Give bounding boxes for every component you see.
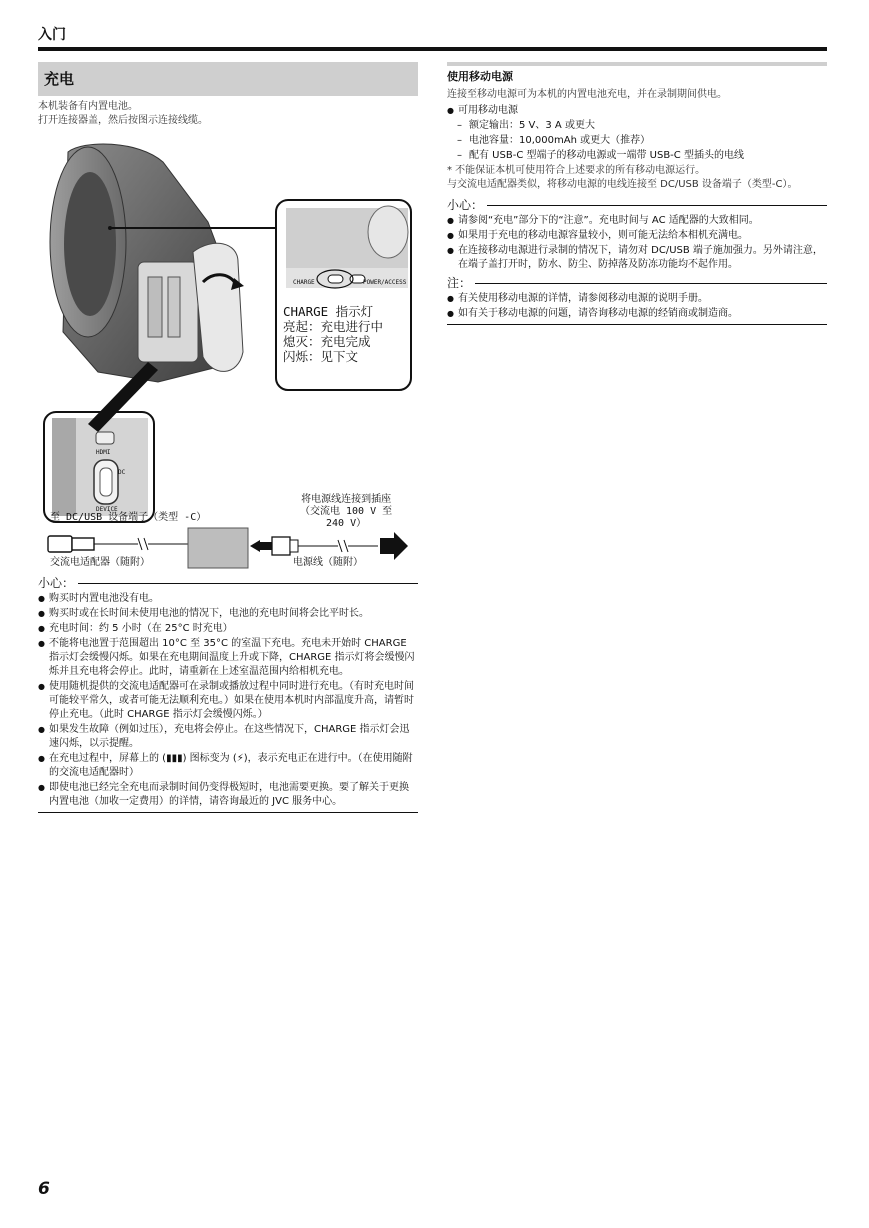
- caution-list: [38, 592, 418, 809]
- cord-label: 电源线（随附）: [293, 557, 363, 568]
- note-item: ● 如有关于移动电源的问题，请咨询移动电源的经销商或制造商。: [447, 307, 827, 321]
- outlet-label: 将电源线连接到插座 （交流电 100 V 至 240 V）: [300, 494, 393, 529]
- header-rule: [38, 47, 827, 51]
- caution-header: [38, 576, 418, 590]
- charge-legend-line-4: 闪烁：见下文: [283, 349, 359, 364]
- footnote-2: 与交流电适配器类似，将移动电源的电线连接至 DC/USB 设备端子（类型-C）。: [447, 179, 798, 190]
- charging-diagram: [38, 132, 418, 572]
- hdmi-label: HDMI: [96, 449, 111, 456]
- note-label: 注：: [447, 276, 472, 290]
- charge-small-label: CHARGE: [293, 279, 315, 286]
- right-caution-item: ● 如果用于充电的移动电源容量较小，则可能无法给本相机充满电。: [447, 229, 827, 243]
- right-caution-item: ● 请参阅“充电”部分下的“注意”。充电时间与 AC 适配器的大致相同。: [447, 214, 827, 228]
- caution-item: ● 在充电过程中，屏幕上的 (▮▮▮) 图标变为 (⚡)，表示充电正在进行中。（在使用随附的交流电适配器时）: [38, 752, 418, 780]
- section-end-rule: [38, 812, 418, 813]
- caution-item: ● 即使电池已经完全充电而录制时间仍变得极短时，电池需要更换。要了解关于更换内置电池（加收一定费用）的详情，请咨询最近的 JVC 服务中心。: [38, 781, 418, 809]
- right-caution-item: ● 在连接移动电源进行录制的情况下，请勿对 DC/USB 端子施加强力。另外请注意，在端子盖打开时，防水、防尘、防掉落及防冻功能均不起作用。: [447, 244, 827, 272]
- right-top-rule: [447, 62, 827, 66]
- caution-item: ● 使用随机提供的交流电适配器可在录制或播放过程中同时进行充电。（有时充电时间可能较平常久，或者可能无法顺利充电。）如果在使用本机时内部温度升高，请暂时停止充电。（此时 CHARGE 指示灯会缓慢闪烁。）: [38, 680, 418, 722]
- power-small-label: POWER/ACCESS: [363, 279, 407, 286]
- note-item: ● 有关使用移动电源的详情，请参阅移动电源的说明手册。: [447, 292, 827, 306]
- page-number: 6: [38, 1179, 50, 1199]
- note-header: [447, 276, 827, 290]
- charge-legend-line-3: 熄灭：充电完成: [283, 334, 371, 349]
- charge-legend-line-1: CHARGE 指示灯: [283, 304, 374, 319]
- charging-intro: [38, 100, 418, 128]
- caution-label: 小心：: [38, 576, 75, 590]
- spec-item: – 配有 USB-C 型端子的移动电源或一端带 USB-C 型插头的电线: [457, 149, 827, 163]
- caution-item: ● 购买时内置电池没有电。: [38, 592, 418, 606]
- charging-section: [38, 62, 418, 813]
- header-title: 入门: [38, 27, 66, 43]
- right-caution-header: [447, 198, 827, 212]
- caution-item: ● 充电时间：约 5 小时（在 25°C 时充电）: [38, 622, 418, 636]
- right-end-rule: [447, 324, 827, 325]
- charge-legend-line-2: 亮起：充电进行中: [283, 319, 384, 334]
- caution-item: ● 如果发生故障（例如过压），充电将会停止。在这些情况下，CHARGE 指示灯会迅速闪烁，以示提醒。: [38, 723, 418, 751]
- spec-item: – 额定输出：5 V、3 A 或更大: [457, 119, 827, 133]
- spec-list: [447, 119, 827, 163]
- intro-line-1: 本机装备有内置电池。: [38, 101, 138, 112]
- right-caution-list: [447, 214, 827, 272]
- page-header: [38, 26, 827, 51]
- dc-label: DC: [118, 469, 126, 476]
- right-caution-label: 小心：: [447, 198, 484, 212]
- usable-list: [447, 104, 827, 118]
- adapter-label: 交流电适配器（随附）: [50, 557, 150, 568]
- terminal-label: 至 DC/USB 设备端子（类型 -C）: [50, 512, 207, 523]
- caution-rule: [78, 583, 418, 584]
- caution-item: ● 不能将电池置于范围超出 10°C 至 35°C 的室温下充电。充电未开始时 CHARGE 指示灯会缓慢闪烁。如果在充电期间温度上升或下降，CHARGE 指示灯将会缓慢闪烁并且充电将会停止。此时，请重新在上述室温范围内给相机充电。: [38, 637, 418, 679]
- caution-item: ● 购买时或在长时间未使用电池的情况下，电池的充电时间将会比平时长。: [38, 607, 418, 621]
- charge-indicator-legend: [283, 304, 383, 364]
- note-list: [447, 292, 827, 321]
- section-title-charging: 充电: [38, 62, 418, 96]
- spec-item: – 电池容量：10,000mAh 或更大（推荐）: [457, 134, 827, 148]
- mobile-power-section: [447, 62, 827, 325]
- right-caution-rule: [487, 205, 827, 206]
- footnote-1: * 不能保证本机可使用符合上述要求的所有移动电源运行。: [447, 165, 706, 176]
- mobile-power-intro: 连接至移动电源可为本机的内置电池充电，并在录制期间供电。: [447, 89, 727, 100]
- mobile-power-title: 使用移动电源: [447, 70, 513, 83]
- note-rule: [475, 283, 827, 284]
- device-label: DEVICE: [96, 506, 118, 513]
- intro-line-2: 打开连接器盖，然后按图示连接线缆。: [38, 115, 208, 126]
- usable-label: ● 可用移动电源: [447, 104, 827, 118]
